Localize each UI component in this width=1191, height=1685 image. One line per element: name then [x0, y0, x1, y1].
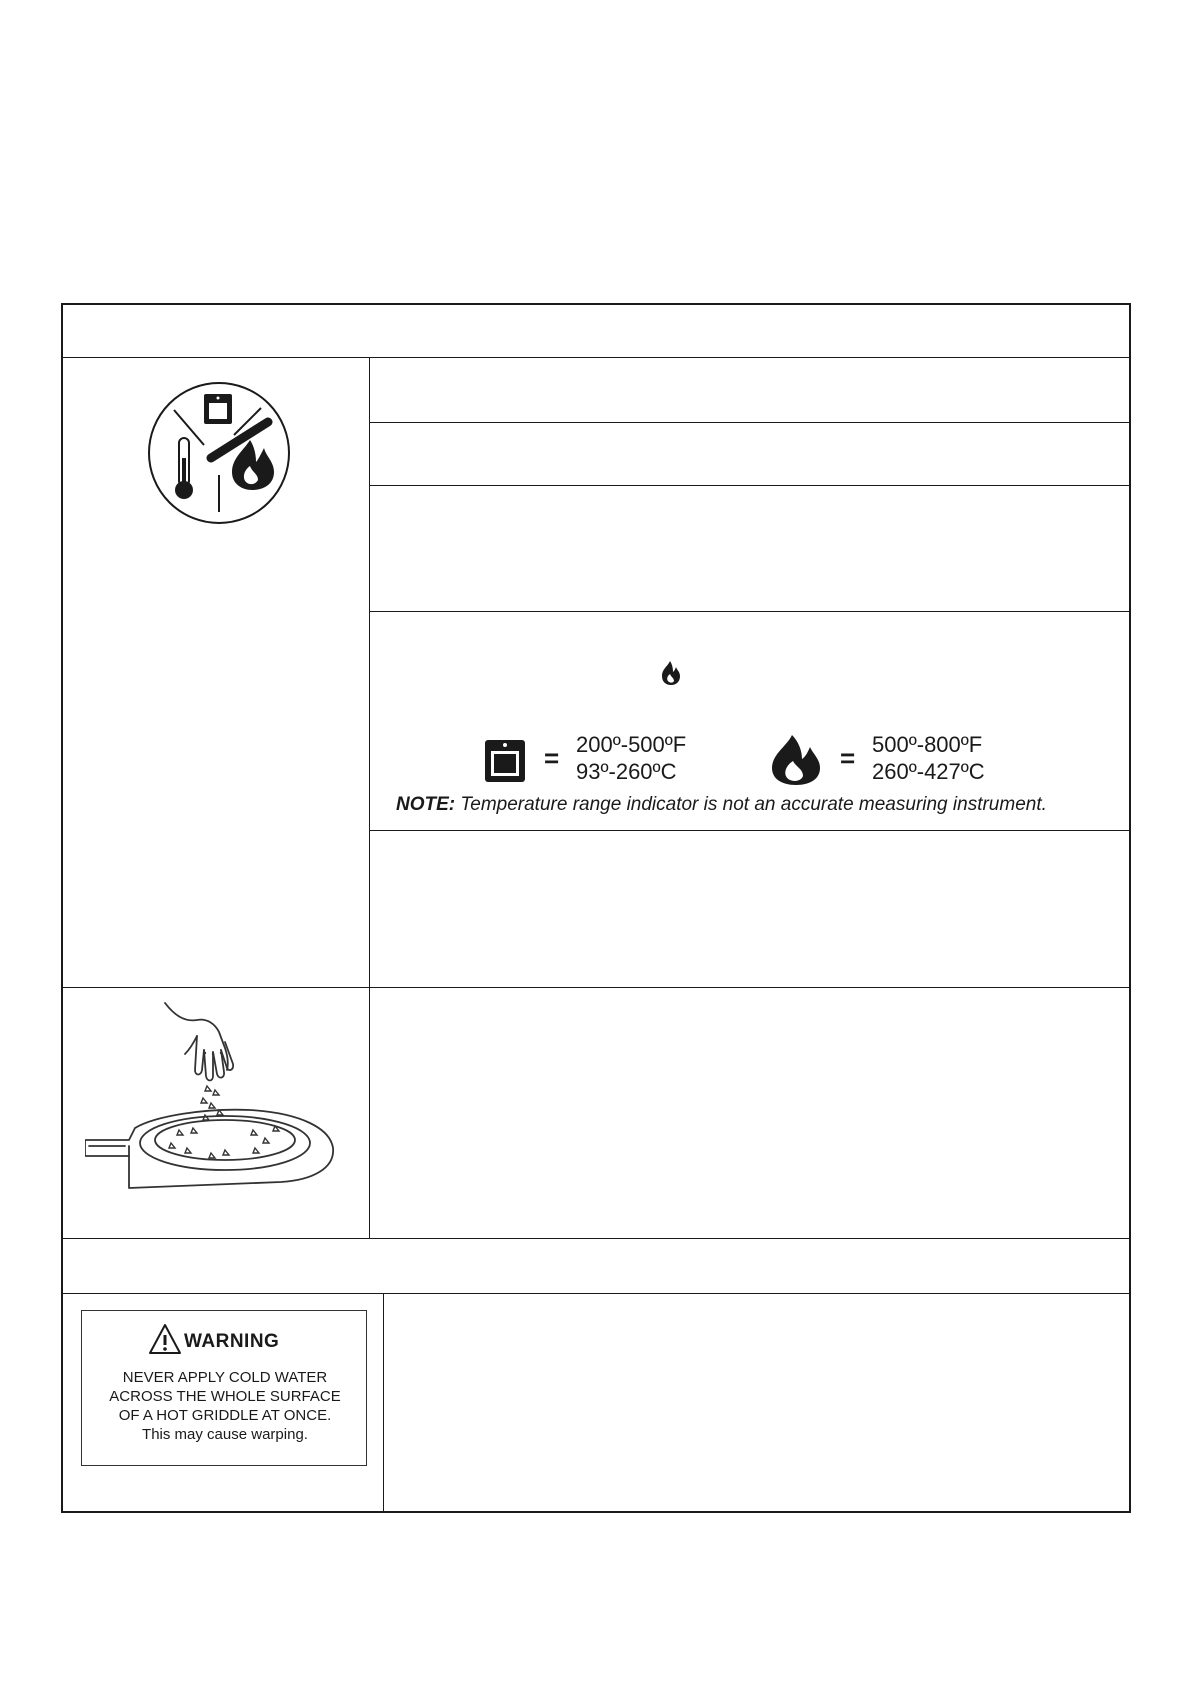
- column-divider-lower: [383, 1293, 384, 1513]
- column-divider-upper: [369, 357, 370, 1238]
- warning-line-4: This may cause warping.: [142, 1426, 308, 1443]
- row-divider-header: [61, 357, 1131, 358]
- temperature-gauge-icon: [146, 380, 292, 526]
- row-divider-1: [369, 422, 1131, 423]
- oven-icon: [484, 739, 526, 783]
- flame-icon: [232, 440, 274, 490]
- row-divider-7: [61, 1293, 1131, 1294]
- row-divider-6: [61, 1238, 1131, 1239]
- thermometer-icon: [175, 438, 193, 499]
- note-text: Temperature range indicator is not an accurate measuring instrument.: [460, 794, 1047, 815]
- warning-line-1: NEVER APPLY COLD WATER: [122, 1369, 328, 1386]
- oven-icon: [204, 394, 232, 424]
- oven-range-fahrenheit: 200º-500ºF: [576, 732, 687, 757]
- warning-line-2: ACROSS THE WHOLE SURFACE: [109, 1388, 341, 1405]
- warning-title: WARNING: [184, 1331, 280, 1352]
- oven-range-celsius: 93º-260ºC: [576, 759, 677, 784]
- warning-triangle-icon: [148, 1323, 182, 1355]
- flame-range-fahrenheit: 500º-800ºF: [872, 732, 983, 757]
- note-label: NOTE:: [396, 794, 456, 815]
- row-divider-2: [369, 485, 1131, 486]
- hand-sprinkling-pizza-icon: [85, 998, 341, 1223]
- warning-label: [81, 1310, 367, 1466]
- temperature-note: [396, 794, 1047, 816]
- row-divider-5: [61, 987, 1131, 988]
- row-divider-3: [369, 611, 1131, 612]
- flame-icon: [660, 660, 682, 686]
- row-divider-4: [369, 830, 1131, 831]
- flame-range-celsius: 260º-427ºC: [872, 759, 985, 784]
- equals-sign-flame: =: [840, 743, 856, 773]
- equals-sign-oven: =: [544, 743, 560, 773]
- flame-icon: [768, 734, 824, 786]
- warning-line-3: OF A HOT GRIDDLE AT ONCE.: [118, 1407, 332, 1424]
